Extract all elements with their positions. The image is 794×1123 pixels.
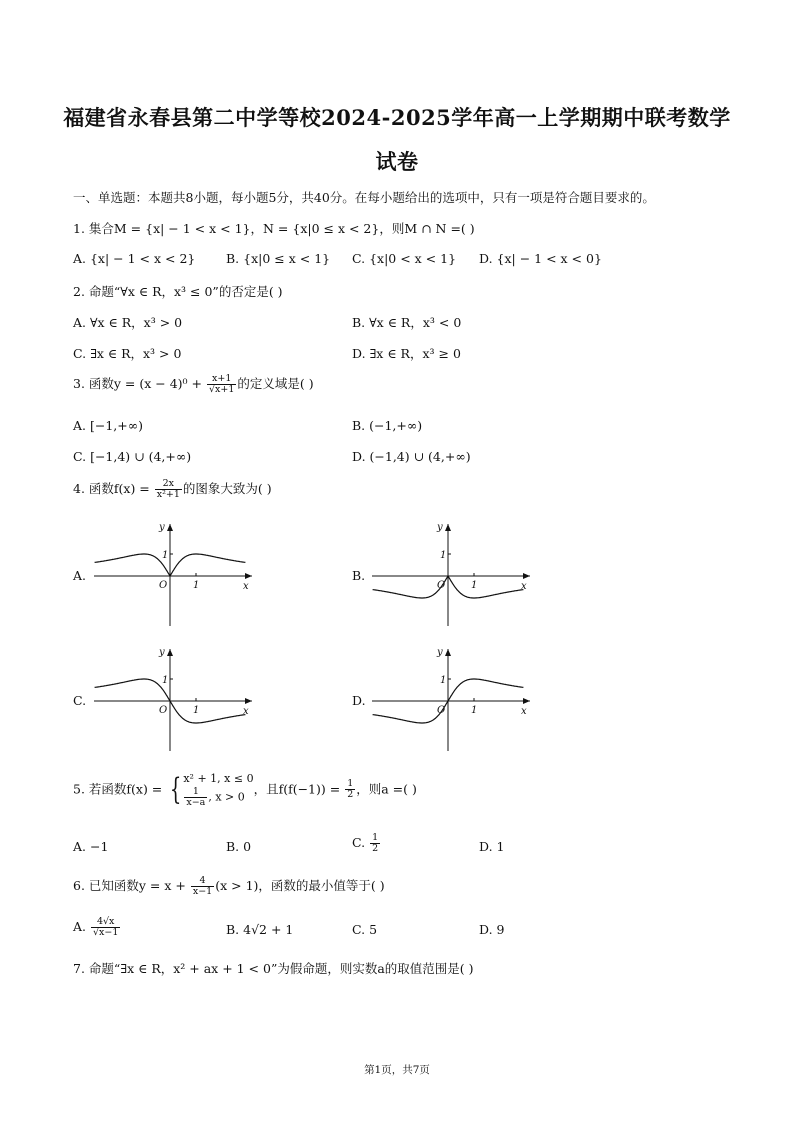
section-heading: 一、单选题：本题共8小题，每小题5分，共40分。在每小题给出的选项中，只有一项是符合题目要求的。 bbox=[73, 190, 655, 205]
y-axis-label: y bbox=[437, 522, 443, 533]
q6-option-b: B. 4√2 + 1 bbox=[226, 922, 294, 937]
x-axis-arrow bbox=[523, 573, 530, 579]
x-axis-arrow bbox=[523, 698, 530, 704]
q4-frac-num: 2x bbox=[155, 479, 182, 490]
q5-stem-mid: ，且f(f(−1)) = bbox=[253, 781, 345, 797]
origin-label: O bbox=[437, 705, 446, 716]
q5-piecewise bbox=[183, 772, 253, 808]
q5-stem-post: ，则a =( ) bbox=[356, 781, 417, 797]
question-3-stem bbox=[73, 374, 314, 395]
q4-stem-pre: 4. 函数f(x) = bbox=[73, 481, 154, 496]
q6-fraction bbox=[191, 876, 214, 897]
q1-option-d: D. {x| − 1 < x < 0} bbox=[479, 251, 602, 266]
q5-option-c bbox=[352, 833, 381, 854]
q1-option-c: C. {x|0 < x < 1} bbox=[352, 251, 457, 266]
q2-option-b: B. ∀x ∈ R，x³ < 0 bbox=[352, 315, 462, 330]
q6-stem-pre: 6. 已知函数y = x + bbox=[73, 878, 190, 893]
question-1-stem: 1. 集合M = {x| − 1 < x < 1}，N = {x|0 ≤ x < 2}，则M ∩ N =( ) bbox=[73, 221, 475, 236]
question-5-stem bbox=[73, 772, 417, 808]
q3-frac-den: √x+1 bbox=[209, 384, 235, 395]
q6-frac-den: x−1 bbox=[192, 886, 213, 897]
q3-fraction bbox=[207, 374, 236, 395]
origin-label: O bbox=[437, 580, 446, 591]
q2-option-d: D. ∃x ∈ R，x³ ≥ 0 bbox=[352, 346, 461, 361]
q5-half-den: 2 bbox=[347, 789, 354, 801]
q5-option-c-prefix: C. bbox=[352, 834, 370, 850]
origin-label: O bbox=[159, 705, 168, 716]
y-axis-arrow bbox=[445, 524, 451, 531]
x-axis-arrow bbox=[245, 573, 252, 579]
x-tick-1-label: 1 bbox=[471, 705, 478, 716]
x-tick-1-label: 1 bbox=[193, 705, 200, 716]
q4-fraction bbox=[155, 479, 182, 500]
q6-stem-post: (x > 1)，函数的最小值等于( ) bbox=[215, 878, 385, 893]
q4-option-d-label: D. bbox=[352, 693, 366, 708]
q5-half-frac bbox=[345, 779, 355, 800]
q4-graph-a bbox=[92, 518, 262, 628]
q2-option-a: A. ∀x ∈ R，x³ > 0 bbox=[73, 315, 183, 330]
x-tick-1-label: 1 bbox=[471, 580, 478, 591]
q3-option-b: B. (−1,+∞) bbox=[352, 418, 423, 433]
q5-option-b: B. 0 bbox=[226, 839, 252, 854]
q6-option-a-num: 4√x bbox=[91, 917, 120, 928]
q5-option-d: D. 1 bbox=[479, 839, 505, 854]
q2-option-c: C. ∃x ∈ R，x³ > 0 bbox=[73, 346, 182, 361]
q5-option-c-num: 1 bbox=[372, 832, 379, 843]
q6-option-d: D. 9 bbox=[479, 922, 505, 937]
q5-half-num: 1 bbox=[347, 778, 354, 790]
q5-piece2-num: 1 bbox=[184, 787, 207, 798]
q5-piece-1: x² + 1, x ≤ 0 bbox=[183, 772, 254, 785]
q4-stem-post: 的图象大致为( ) bbox=[182, 481, 272, 496]
question-7-stem: 7. 命题“∃x ∈ R，x² + ax + 1 < 0”为假命题，则实数a的取值范围是( ) bbox=[73, 961, 474, 976]
q4-option-b-label: B. bbox=[352, 568, 366, 583]
exam-title-line1: 福建省永春县第二中学等校2024-2025学年高一上学期期中联考数学 bbox=[63, 105, 731, 130]
y-axis-arrow bbox=[167, 524, 173, 531]
q3-option-c: C. [−1,4) ∪ (4,+∞) bbox=[73, 449, 192, 464]
y-tick-1-label: 1 bbox=[440, 550, 447, 561]
y-axis-arrow bbox=[445, 649, 451, 656]
question-4-stem bbox=[73, 479, 272, 500]
q1-option-a: A. {x| − 1 < x < 2} bbox=[73, 251, 196, 266]
x-axis-label: x bbox=[243, 706, 249, 717]
exam-title-line2: 试卷 bbox=[375, 149, 419, 174]
origin-label: O bbox=[159, 580, 168, 591]
y-axis-arrow bbox=[167, 649, 173, 656]
q4-frac-den: x²+1 bbox=[156, 489, 180, 500]
q6-option-a bbox=[73, 917, 121, 938]
x-axis-label: x bbox=[521, 581, 527, 592]
q4-graph-c bbox=[92, 643, 262, 753]
q4-graph-d bbox=[370, 643, 540, 753]
q5-piece2-den: x−a bbox=[186, 796, 206, 808]
q5-stem-pre: 5. 若函数f(x) = bbox=[73, 781, 167, 797]
y-tick-1-label: 1 bbox=[162, 550, 169, 561]
q3-option-d: D. (−1,4) ∪ (4,+∞) bbox=[352, 449, 471, 464]
y-tick-1-label: 1 bbox=[162, 675, 169, 686]
question-2-stem: 2. 命题“∀x ∈ R，x³ ≤ 0”的否定是( ) bbox=[73, 284, 283, 299]
y-axis-label: y bbox=[437, 647, 443, 658]
y-axis-label: y bbox=[159, 522, 165, 533]
q1-option-b: B. {x|0 ≤ x < 1} bbox=[226, 251, 331, 266]
q3-stem-pre: 3. 函数y = (x − 4)⁰ + bbox=[73, 376, 206, 391]
q5-option-c-den: 2 bbox=[372, 842, 379, 854]
x-axis-label: x bbox=[521, 706, 527, 717]
q5-brace: { bbox=[170, 771, 182, 807]
q3-frac-num: x+1 bbox=[207, 374, 236, 385]
question-6-stem bbox=[73, 876, 385, 897]
q3-stem-post: 的定义域是( ) bbox=[237, 376, 314, 391]
q6-option-a-den: √x−1 bbox=[92, 926, 119, 938]
q4-option-c-label: C. bbox=[73, 693, 87, 708]
x-axis-arrow bbox=[245, 698, 252, 704]
y-axis-label: y bbox=[159, 647, 165, 658]
q5-piece2-frac bbox=[184, 787, 207, 808]
page-footer: 第1页，共7页 bbox=[364, 1064, 430, 1076]
q5-option-c-frac bbox=[370, 833, 380, 854]
q5-piece-2 bbox=[183, 787, 253, 808]
y-tick-1-label: 1 bbox=[440, 675, 447, 686]
q4-option-a-label: A. bbox=[73, 568, 87, 583]
q6-option-c: C. 5 bbox=[352, 922, 378, 937]
q3-option-a: A. [−1,+∞) bbox=[73, 418, 144, 433]
q4-graph-b bbox=[370, 518, 540, 628]
q5-piece2-cond: , x > 0 bbox=[208, 790, 245, 804]
x-axis-label: x bbox=[243, 581, 249, 592]
q6-option-a-prefix: A. bbox=[73, 918, 90, 934]
q6-frac-num: 4 bbox=[191, 876, 214, 887]
q5-option-a: A. −1 bbox=[73, 839, 109, 854]
q6-option-a-frac bbox=[91, 917, 120, 938]
x-tick-1-label: 1 bbox=[193, 580, 200, 591]
